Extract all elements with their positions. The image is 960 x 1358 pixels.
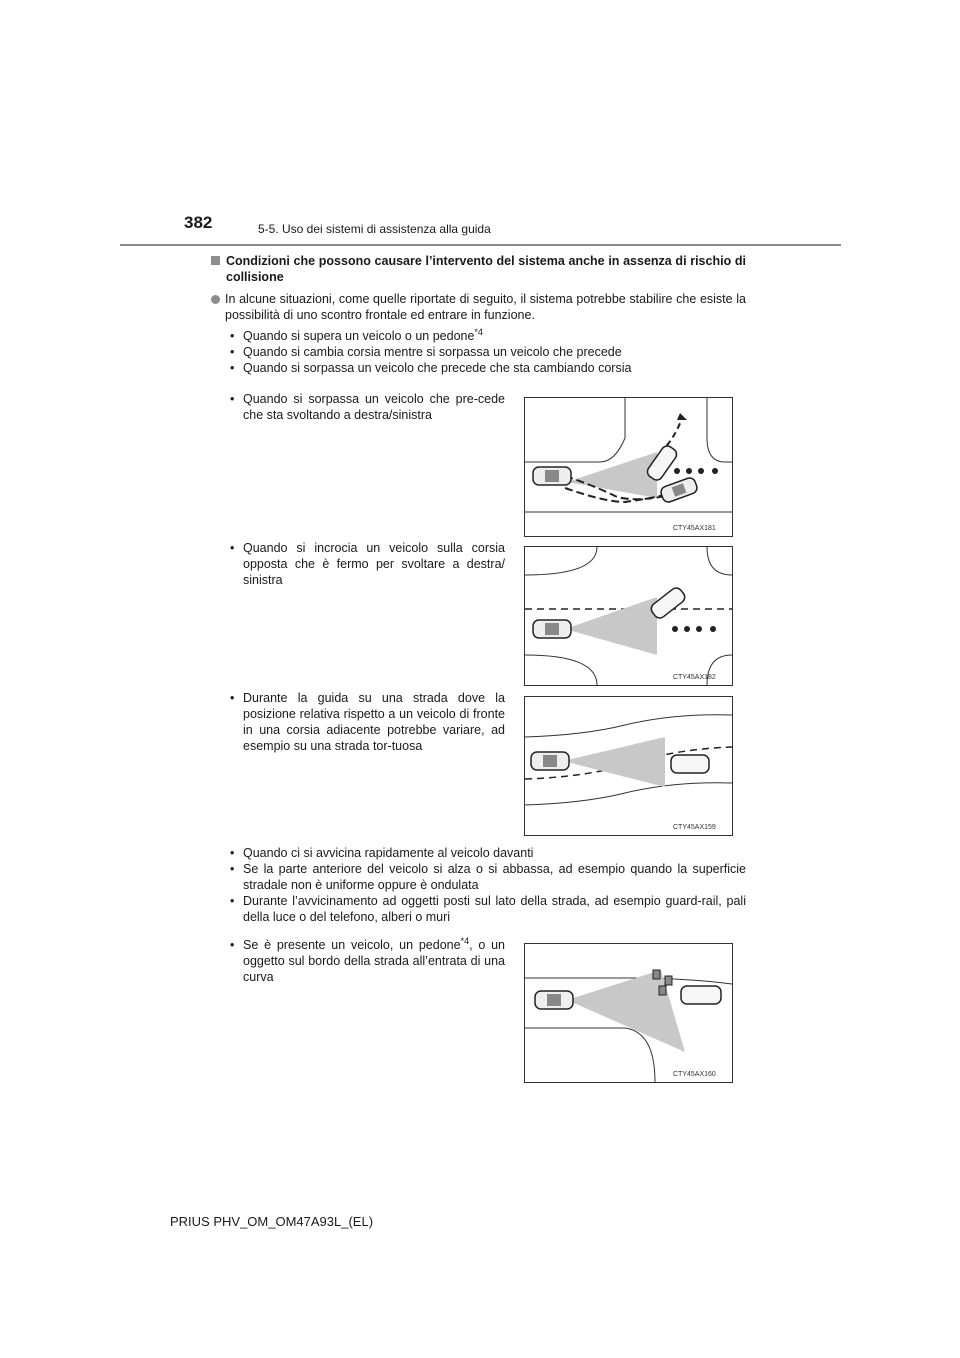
intro — [211, 291, 746, 323]
intro-text: In alcune situazioni, come quelle riportate di seguito, il sistema potrebbe stabilire che esiste la possibilità di uno scontro frontale ed entrare in funzione. — [225, 292, 746, 322]
bullet-mark: • — [230, 938, 235, 952]
list-item — [230, 391, 505, 423]
bullet-mark: • — [230, 894, 235, 908]
bullet-mark: • — [230, 392, 235, 406]
heading-text: Condizioni che possono causare l’intervento del sistema anche in assenza di rischio di collisione — [226, 254, 746, 284]
list-item-text: Quando si supera un veicolo o un pedone — [243, 329, 475, 343]
list-item — [230, 360, 746, 376]
list-item — [230, 937, 505, 985]
square-bullet-icon — [211, 256, 220, 265]
bullet-mark: • — [230, 862, 235, 876]
list-item — [230, 344, 746, 360]
list-item — [230, 845, 746, 861]
figure-illustration — [524, 546, 733, 686]
list-item-text: Quando si incrocia un veicolo sulla corsia opposta che è fermo per svoltare a destra/ sinistra — [243, 541, 505, 587]
list-item-text: Quando ci si avvicina rapidamente al veicolo davanti — [243, 846, 534, 860]
list-item-text: , o un oggetto sul bordo della strada all’entrata di una curva — [243, 938, 505, 984]
footnote-ref: *4 — [460, 935, 470, 946]
figure-illustration — [524, 397, 733, 537]
list-item-text: Se è presente un veicolo, un pedone — [243, 938, 461, 952]
main-content — [211, 253, 746, 376]
header-divider — [120, 244, 841, 246]
footer-document-code: PRIUS PHV_OM_OM47A93L_(EL) — [170, 1214, 374, 1229]
bullet-mark: • — [230, 541, 235, 555]
section-title: 5-5. Uso dei sistemi di assistenza alla guida — [258, 222, 491, 236]
heading — [211, 253, 746, 285]
figure-code: CTY45AX181 — [673, 525, 716, 532]
figure-code: CTY45AX182 — [673, 674, 716, 681]
list-item-text: Quando si cambia corsia mentre si sorpassa un veicolo che precede — [243, 345, 622, 359]
list-item-text: Durante l’avvicinamento ad oggetti posti sul lato della strada, ad esempio guard-rail, pali della luce o del telefono, alberi o muri — [243, 894, 746, 924]
list-item — [230, 861, 746, 893]
list-item — [230, 893, 746, 925]
bullet-mark: • — [230, 846, 235, 860]
list-item-text: Quando si sorpassa un veicolo che pre-cede che sta svoltando a destra/sinistra — [243, 392, 505, 422]
bullet-list-2 — [211, 845, 746, 925]
bullet-mark: • — [230, 361, 235, 375]
circle-bullet-icon — [211, 295, 220, 304]
bullet-mark: • — [230, 329, 235, 343]
list-item — [230, 328, 746, 344]
figure-illustration — [524, 696, 733, 836]
page-number: 382 — [184, 213, 213, 232]
figure-illustration — [524, 943, 733, 1083]
list-item — [230, 690, 505, 754]
list-item — [230, 540, 505, 588]
list-item-text: Durante la guida su una strada dove la posizione relativa rispetto a un veicolo di fronte in una corsia adiacente potrebbe variare, ad esempio su una strada tor-tuosa — [243, 691, 505, 753]
bullet-mark: • — [230, 345, 235, 359]
list-item-text: Quando si sorpassa un veicolo che precede che sta cambiando corsia — [243, 361, 632, 375]
footnote-ref: *4 — [474, 326, 483, 337]
bullet-mark: • — [230, 691, 235, 705]
list-item-text: Se la parte anteriore del veicolo si alza o si abbassa, ad esempio quando la superficie stradale non è uniforme oppure è ondulata — [243, 862, 746, 892]
bullet-list-1 — [211, 328, 746, 376]
figure-code: CTY45AX160 — [673, 1071, 716, 1078]
figure-code: CTY45AX159 — [673, 824, 716, 831]
